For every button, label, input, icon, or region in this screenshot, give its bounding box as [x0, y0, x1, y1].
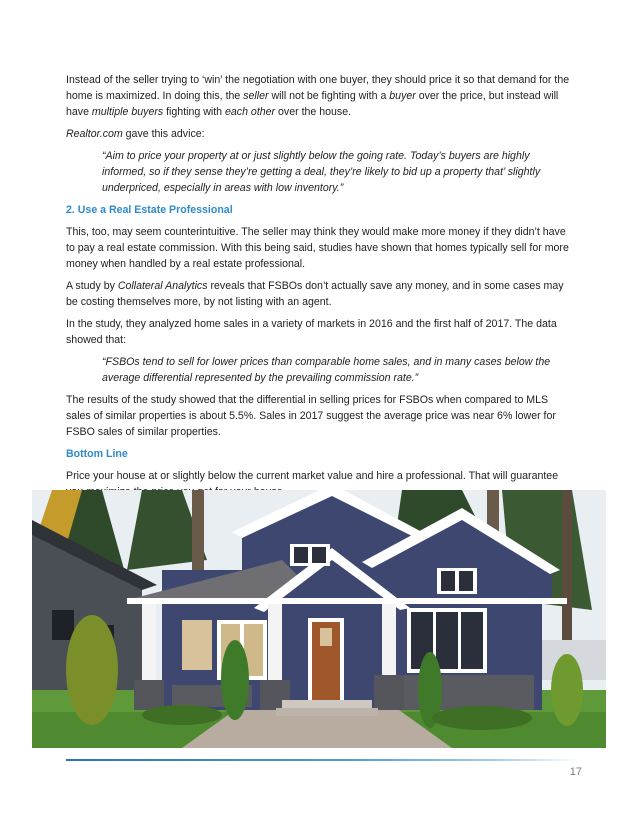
emphasis-multiple-buyers: multiple buyers [91, 106, 164, 118]
paragraph-study [66, 278, 572, 310]
quote-text: “FSBOs tend to sell for lower prices than comparable home sales, and in many cases below the average differential represented by the prevailing commission rate.” [102, 356, 551, 384]
text: will not be fighting with a [268, 90, 390, 102]
emphasis-each-other: each other [225, 106, 276, 118]
footer-rule [66, 759, 580, 761]
text: fighting with [163, 106, 226, 118]
paragraph-pricing [66, 72, 572, 120]
quote-fsbo [102, 354, 572, 386]
paragraph-realtor-advice [66, 126, 572, 142]
document-body [66, 72, 572, 506]
text: over the house. [275, 106, 352, 118]
text: reveals that FSBOs don’t actually save any money, and in some cases may be costing themselves more, by not listing with an agent. [66, 280, 564, 308]
paragraph-results: The results of the study showed that the differential in selling prices for FSBOs when compared to MLS sales of similar properties is about 5.5%. Sales in 2017 suggest the average price was near 6% lower for FSBO sales of similar properties. [66, 394, 556, 438]
text: over the price, but instead will have [66, 90, 559, 118]
house-photo [32, 490, 606, 748]
quote-realtor [102, 148, 572, 196]
paragraph-bottom-line: Price your house at or slightly below the current market value and hire a professional. That will guarantee [66, 470, 559, 482]
text: Instead of the seller trying to ‘win’ the negotiation with one buyer, they should price it so that demand for the home is maximized. In doing this, the [66, 74, 570, 102]
section-heading-bottom-line: Bottom Line [66, 448, 128, 460]
emphasis-buyer: buyer [389, 90, 416, 102]
text: gave this advice: [122, 128, 205, 140]
source-collateral-analytics: Collateral Analytics [117, 280, 208, 292]
source-realtor: Realtor.com [66, 128, 123, 140]
paragraph-study-data: In the study, they analyzed home sales in a variety of markets in 2016 and the first half of 2017. The data showed that: [66, 318, 557, 346]
emphasis-seller: seller [243, 90, 269, 102]
quote-text: “Aim to price your property at or just slightly below the going rate. Today’s buyers are highly informed, so if they sense they’re getting a deal, they’re likely to bid up a property that’ slightly underpriced, especially in areas with low inventory.” [102, 150, 541, 194]
page-number: 17 [569, 766, 582, 778]
section-heading-professional: 2. Use a Real Estate Professional [66, 204, 233, 216]
paragraph-counterintuitive: This, too, may seem counterintuitive. The seller may think they would make more money if they didn’t have to pay a real estate commission. With this being said, studies have shown that homes typically sell for more money when handled by a real estate professional. [66, 226, 569, 270]
text: A study by [66, 280, 118, 292]
